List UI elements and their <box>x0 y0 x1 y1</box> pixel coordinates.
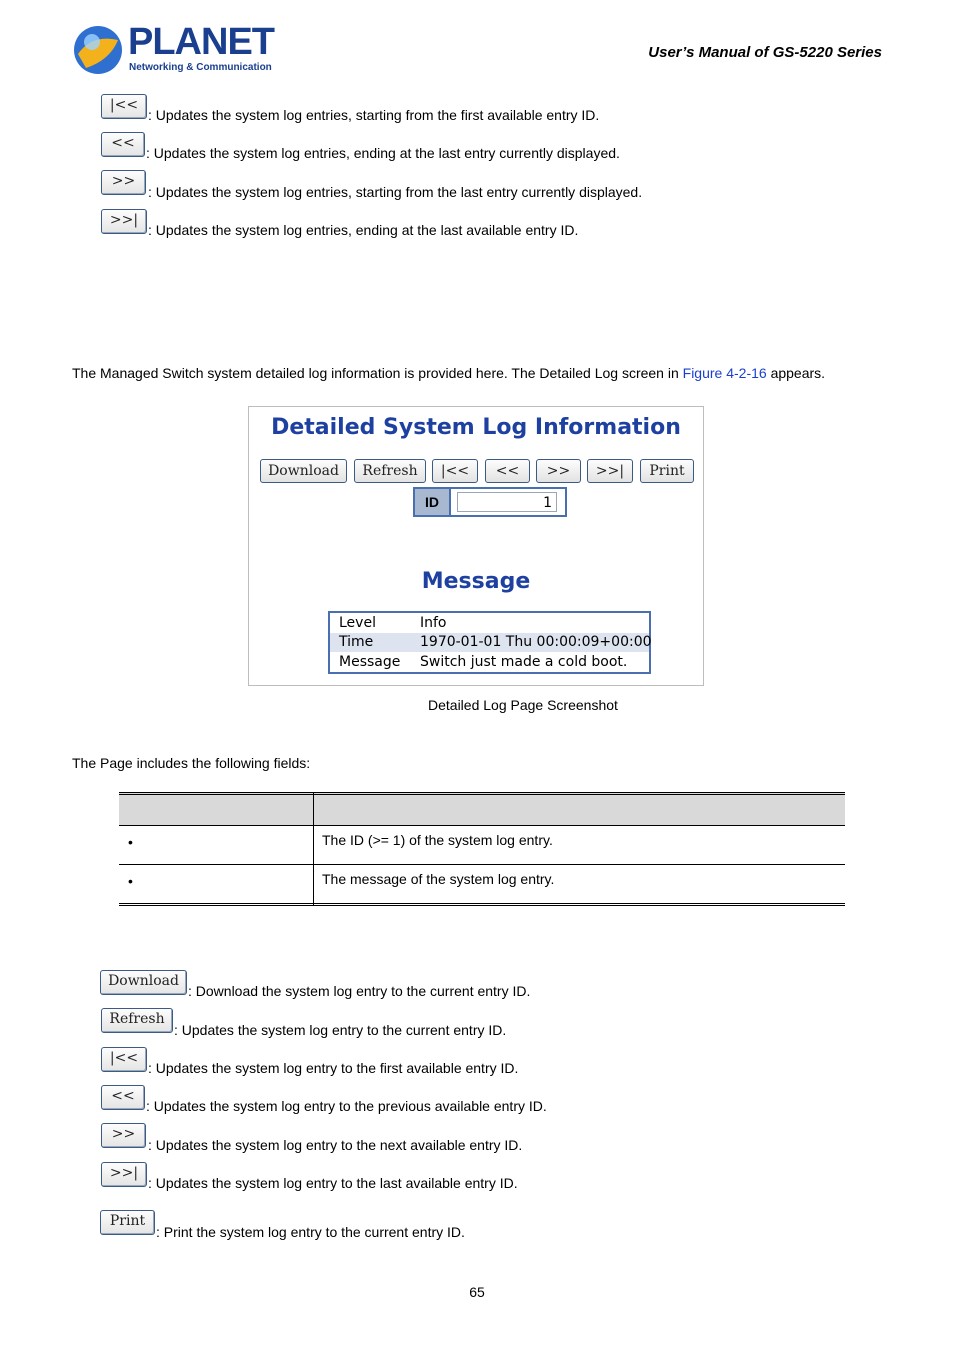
row-key: Message <box>339 654 401 670</box>
next-button[interactable]: >> <box>101 1123 146 1148</box>
last-entries-button[interactable]: >>| <box>101 209 147 234</box>
row-divider <box>119 825 845 826</box>
legend-text: : Updates the system log entries, ending at the last entry currently displayed. <box>146 145 620 161</box>
row-value: Info <box>420 615 447 631</box>
last-button[interactable]: >>| <box>587 459 633 483</box>
planet-logo-globe <box>72 24 124 76</box>
next-button[interactable]: >> <box>536 459 581 483</box>
legend-text: : Updates the system log entry to the next available entry ID. <box>148 1137 523 1153</box>
previous-button[interactable]: << <box>101 1085 145 1110</box>
table-bottom-border <box>119 903 845 906</box>
fields-intro: The Page includes the following fields: <box>72 755 311 771</box>
legend-text: : Updates the system log entry to the last available entry ID. <box>148 1175 518 1191</box>
refresh-button[interactable]: Refresh <box>354 459 426 483</box>
field-description: The message of the system log entry. <box>322 871 555 887</box>
field-description: The ID (>= 1) of the system log entry. <box>322 832 553 848</box>
row-value: Switch just made a cold boot. <box>420 654 628 670</box>
last-button[interactable]: >>| <box>101 1162 147 1187</box>
message-table <box>328 611 651 674</box>
table-header <box>119 792 845 825</box>
download-button[interactable]: Download <box>100 970 187 995</box>
print-button[interactable]: Print <box>640 459 694 483</box>
bullet: • <box>128 834 133 850</box>
legend-text: : Print the system log entry to the current entry ID. <box>156 1224 465 1240</box>
message-title: Message <box>421 569 531 594</box>
row-key: Level <box>339 615 376 631</box>
figure-caption: Detailed Log Page Screenshot <box>428 697 618 713</box>
message-row-time <box>330 633 652 652</box>
next-entries-button[interactable]: >> <box>101 170 146 195</box>
row-divider <box>119 864 845 865</box>
id-input[interactable]: 1 <box>457 492 557 512</box>
intro-text-end: appears. <box>766 365 826 381</box>
id-label: ID <box>415 489 451 515</box>
previous-entries-button[interactable]: << <box>101 132 145 157</box>
legend-text: : Updates the system log entry to the first available entry ID. <box>148 1060 519 1076</box>
bullet: • <box>128 873 133 889</box>
logo-wordmark: PLANET <box>128 21 274 63</box>
previous-button[interactable]: << <box>485 459 530 483</box>
first-button[interactable]: |<< <box>432 459 478 483</box>
legend-text: : Updates the system log entry to the previous available entry ID. <box>146 1098 547 1114</box>
legend-text: : Updates the system log entry to the current entry ID. <box>174 1022 507 1038</box>
legend-text: : Updates the system log entries, starting from the first available entry ID. <box>148 107 600 123</box>
figure-link[interactable]: Figure 4-2-16 <box>682 365 767 381</box>
legend-text: : Updates the system log entries, ending at the last available entry ID. <box>148 222 579 238</box>
print-button[interactable]: Print <box>100 1210 155 1235</box>
first-entries-button[interactable]: |<< <box>101 94 147 119</box>
message-row-message <box>330 653 649 672</box>
first-button[interactable]: |<< <box>101 1047 147 1072</box>
page-number: 65 <box>469 1284 485 1300</box>
download-button[interactable]: Download <box>260 459 347 483</box>
column-divider <box>313 792 314 905</box>
intro-paragraph <box>72 365 825 381</box>
row-value: 1970-01-01 Thu 00:00:09+00:00 <box>420 634 652 650</box>
row-key: Time <box>339 634 374 650</box>
detailed-log-screenshot <box>248 406 704 686</box>
refresh-button[interactable]: Refresh <box>101 1008 173 1033</box>
id-field-group <box>413 487 567 517</box>
intro-text: The Managed Switch system detailed log information is provided here. The Detailed Log screen in <box>72 365 683 381</box>
screenshot-title: Detailed System Log Information <box>271 415 681 440</box>
logo-subtitle: Networking & Communication <box>129 62 272 73</box>
legend-text: : Updates the system log entries, starting from the last entry currently displayed. <box>148 184 643 200</box>
manual-title: User’s Manual of GS-5220 Series <box>648 44 882 61</box>
message-row-level <box>330 614 649 633</box>
legend-text: : Download the system log entry to the current entry ID. <box>188 983 531 999</box>
